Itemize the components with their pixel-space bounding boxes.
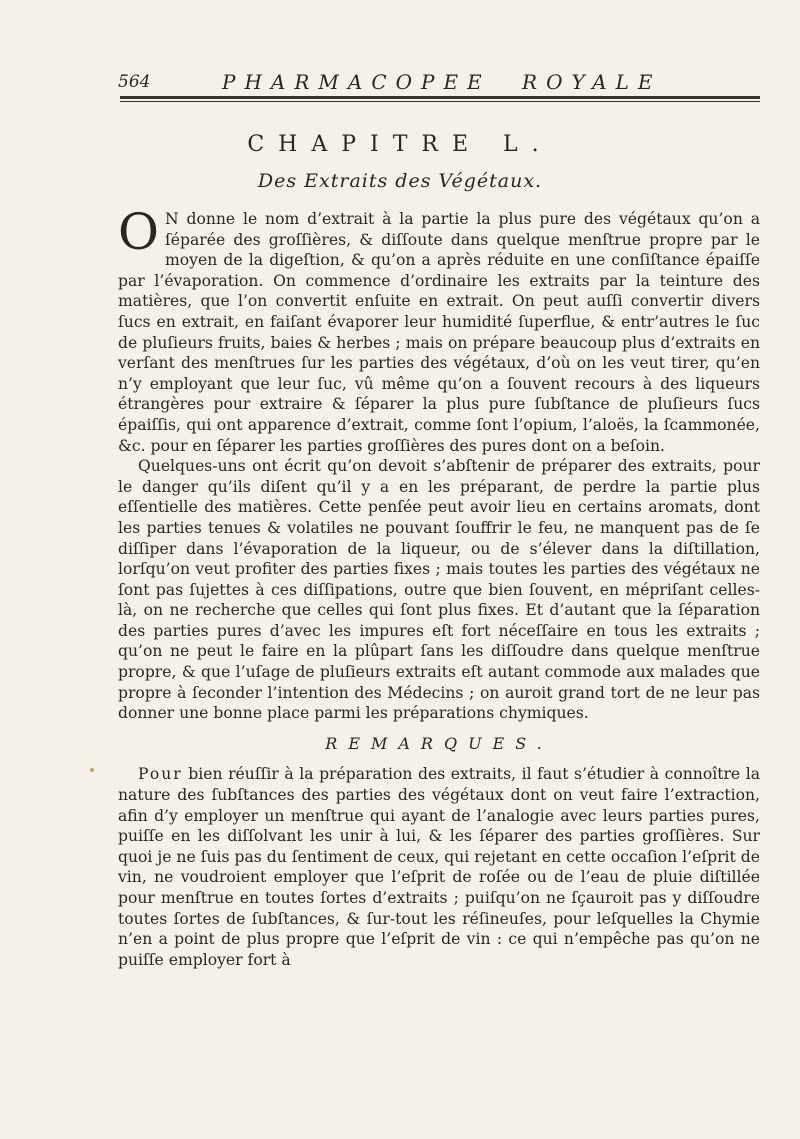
running-title: PHARMACOPEE ROYALE [222, 70, 662, 94]
header-rule [120, 96, 760, 104]
body-text [118, 203, 760, 970]
chapter-subtitle: Des Extraits des Végétaux. [257, 170, 543, 192]
chapter-title: CHAPITRE L. [247, 132, 553, 157]
ink-spot [90, 768, 94, 772]
remarks-heading: REMARQUES. [325, 733, 553, 753]
page-header [118, 66, 758, 94]
page-number: 564 [118, 72, 151, 92]
paragraph-1-text: N donne le nom d’extrait à la partie la plus pure des végétaux qu’on a ſéparée des groſſières, & diſſoute dans quelque menſtrue propre par le moyen de la digeſtion, & qu’on a après réduite en une conſiſtance épaiſſe par l’évaporation. On commence d’ordinaire les extraits par la teinture des matières, que l’on convertit enſuite en extrait. On peut auſſi convertir divers ſucs en extrait, en faiſant évaporer leur humidité ſuperflue, & entr’autres le ſuc de pluſieurs fruits, baies & herbes ; mais on prépare beaucoup plus d’extraits en verſant des menſtrues ſur les parties des végétaux, d’où on les veut tirer, qu’en n’y employant que leur ſuc, vû même qu’on a ſouvent recours à des liqueurs étrangères pour extraire & ſéparer la plus pure ſubſtance de pluſieurs ſucs épaiſſis, qui ont apparence d’extrait, comme ſont l’opium, l’aloës, la ſcammonée, &c. pour en ſéparer les parties groſſières des pures dont on a beſoin. [118, 210, 760, 455]
paragraph-2: Quelques-uns ont écrit qu’on devoit s’abſtenir de préparer des extraits, pour le danger qu’ils diſent qu’il y a en les préparant, de perdre la partie plus eſſentielle des matières. Cette penſée peut avoir lieu en certains aromats, dont les parties tenues & volatiles ne pouvant ſouffrir le feu, ne manquent pas de ſe diſſiper dans l’évaporation de la liqueur, ou de s’élever dans la diſtillation, lorſqu’on veut profiter des parties fixes ; mais toutes les parties des végétaux ne ſont pas ſujettes à ces diſſipations, outre que bien ſouvent, en mépriſant celles-là, on ne recherche que celles qui ſont plus fixes. Et d’autant que la ſéparation des parties pures d’avec les impures eſt fort néceſſaire en tous les extraits ; qu’on ne peut le faire en la plûpart ſans les diſſoudre dans quelque menſtrue propre, & que l’uſage de pluſieurs extraits eſt autant commode aux malades que propre à ſeconder l’intention des Médecins ; on auroit grand tort de ne leur pas donner une bonne place parmi les préparations chymiques. [118, 457, 760, 723]
paragraph-3-lead: Pour [138, 765, 183, 784]
drop-cap: O [118, 203, 159, 261]
paragraph-1 [118, 203, 760, 456]
paragraph-3-text: bien réuſſir à la préparation des extraits, il faut s’étudier à connoître la nature des ſubſtances des parties des végétaux dont on veut faire l’extraction, afin d’y employer un menſtrue qui ayant de l’analogie avec leurs parties pures, puiſſe en les diſſolvant les unir à lui, & les ſéparer des parties groſſières. Sur quoi je ne ſuis pas du ſentiment de ceux, qui rejetant en cette occaſion l’eſprit de vin, ne voudroient employer que l’eſprit de roſée ou de l’eau de pluie diſtillée pour menſtrue en toutes ſortes d’extraits ; puiſqu’on ne ſçauroit pas y diſſoudre toutes ſortes de ſubſtances, & ſur-tout les réſineuſes, pour leſquelles la Chymie n’en a point de plus propre que l’eſprit de vin : ce qui n’empêche pas qu’on ne puiſſe employer fort à [118, 765, 760, 969]
paragraph-3 [118, 764, 760, 970]
